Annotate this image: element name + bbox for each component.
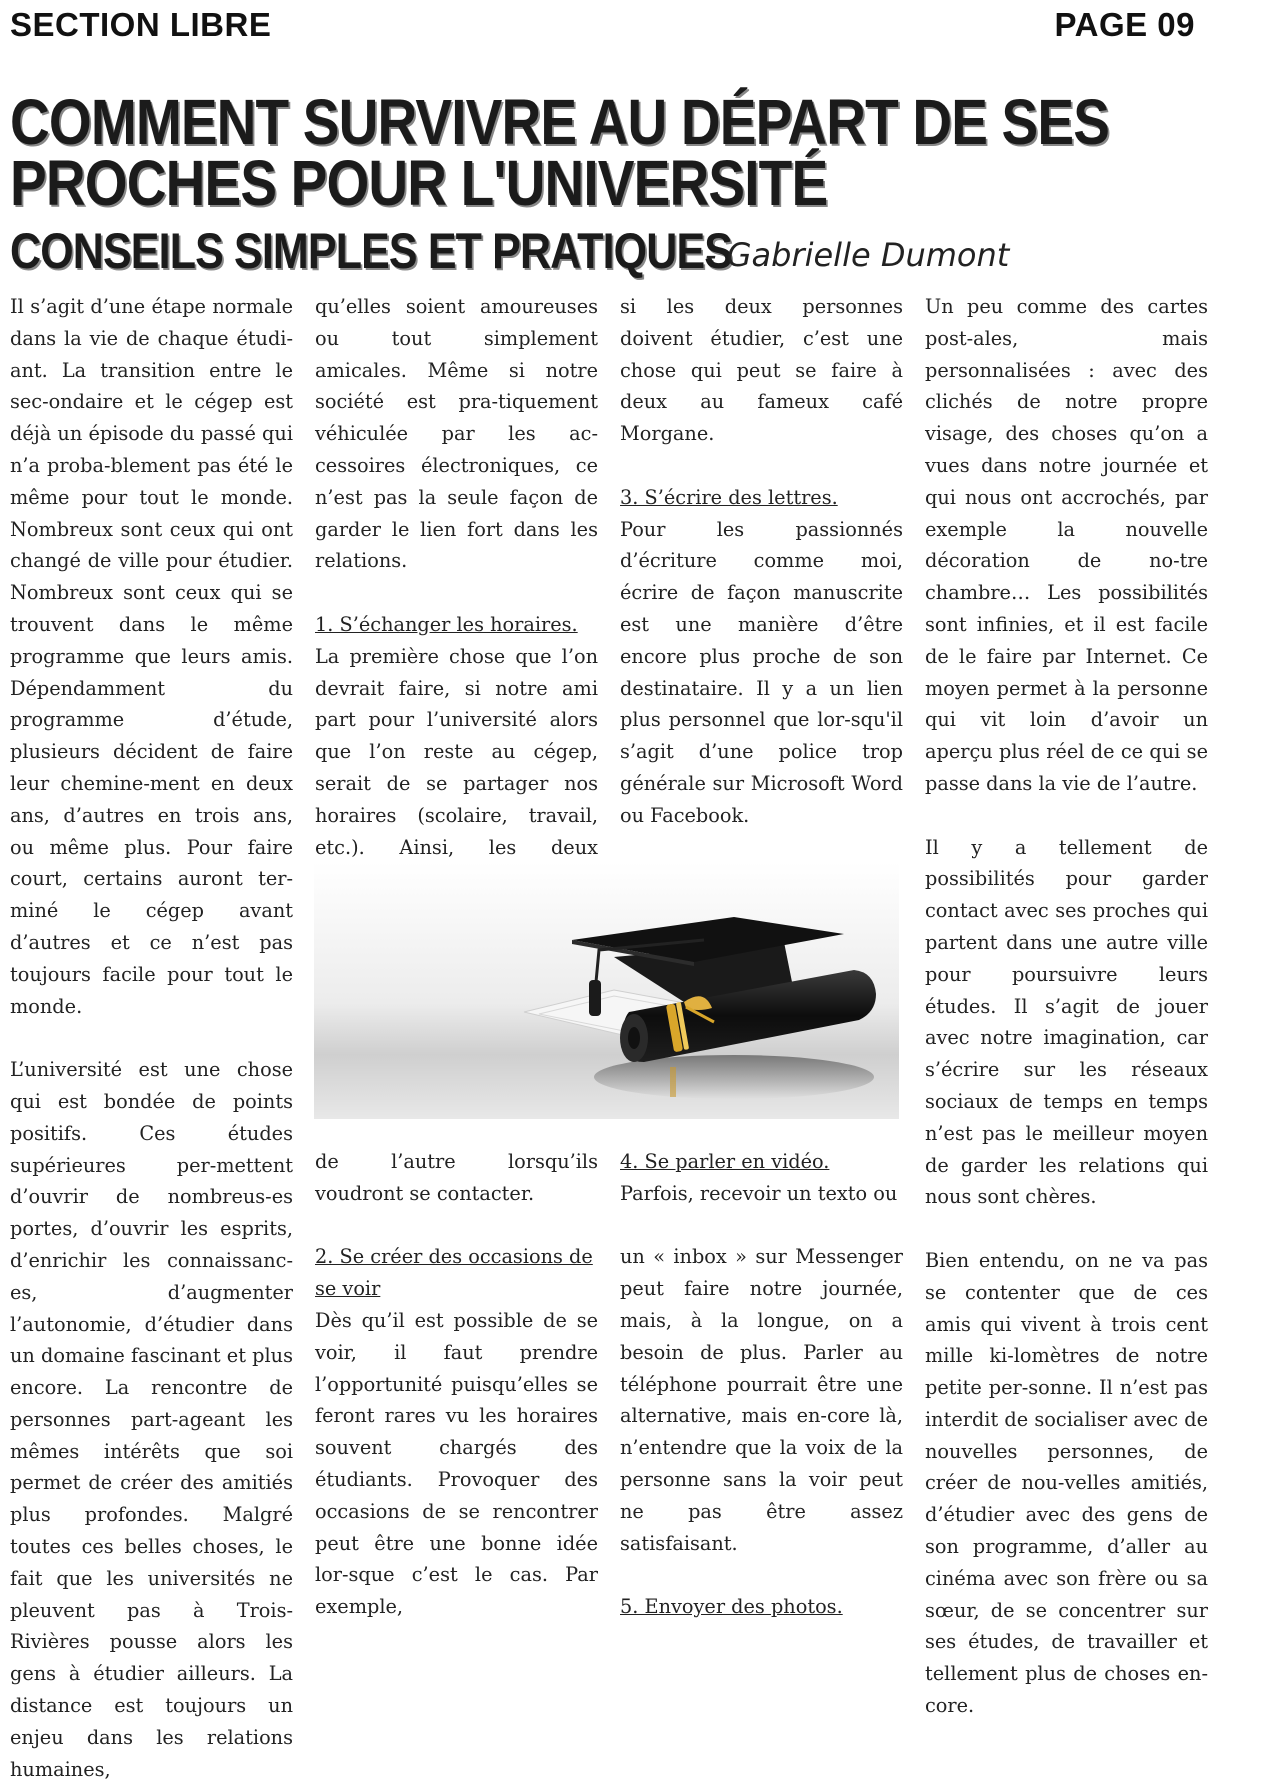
title-line-2: PROCHES POUR L'UNIVERSITÉ [10, 147, 828, 219]
paragraph: Dès qu’il est possible de se voir, il faut prendre l’opportunité puisqu’elles se feront rares vu les horaires souvent chargés des étudiants. Provoquer des occasions de se rencontrer peut être une bonne idée lor-sque c’est le cas. Par exemple, [315, 1308, 598, 1619]
paragraph: Il s’agit d’une étape normale dans la vie de chaque étudi-ant. La transition entre le sec-ondaire et le cégep est déjà un épisode du passé qui n’a proba-blement pas été le même pour tout le monde. Nombreux sont ceux qui ont changé de ville pour étudier. Nombreux sont ceux qui se trouvent dans le même programme que leurs amis. Dépendamment du programme d’étude, plusieurs décident de faire leur chemine-ment en deux ans, d’autres en trois ans, ou même plus. Pour faire court, certains auront ter-miné le cégep avant d’autres et ce n’est pas toujours facile pour tout le monde. [10, 295, 293, 1018]
section-heading: 3. S’écrire des lettres. [620, 485, 838, 509]
paragraph: un « inbox » sur Messenger peut faire notre journée, mais, à la longue, on a besoin de plus. Parler au téléphone pourrait être une alternative, mais en-core là, n’entendre que la voix de la personne sans la voir peut ne pas être assez satisfaisant. [620, 1245, 903, 1555]
article-title [10, 86, 1110, 219]
section-heading: 4. Se parler en vidéo. [620, 1150, 830, 1173]
page-number: PAGE 09 [1054, 6, 1195, 43]
graduation-cap-illustration [314, 862, 899, 1119]
author-byline: - Gabrielle Dumont [705, 236, 1010, 274]
paragraph: La première chose que l’on devrait faire, si notre ami part pour l’université alors que l’on reste au cégep, serait de se partager nos horaires (scolaire, travail, etc.). Ainsi, les deux [315, 644, 598, 859]
column-2-bottom [315, 1146, 598, 1623]
section-heading: 1. S’échanger les horaires. [315, 612, 578, 636]
article-subtitle: CONSEILS SIMPLES ET PRATIQUES [10, 223, 733, 279]
paragraph: Un peu comme des cartes post-ales, mais personnalisées : avec des clichés de notre propre visage, des choses qu’on a vues dans notre journée et qui nous ont accrochés, par exemple la nouvelle décoration de no-tre chambre… Les possibilités sont infinies, et il est facile de le faire par Internet. Ce moyen permet à la personne qui vit loin d’avoir un aperçu plus réel de ce qui se passe dans la vie de l’autre. [925, 295, 1208, 795]
paragraph: Parfois, recevoir un texto ou [620, 1181, 898, 1205]
column-2-top [315, 291, 598, 927]
paragraph: de l’autre lorsqu’ils voudront se contacter. [315, 1150, 598, 1205]
paragraph: qu’elles soient amoureuses ou tout simplement amicales. Même si notre société est pra-tiquement véhiculée par les ac-cessoires électroniques, ce n’est pas la seule façon de garder le lien fort dans les relations. [315, 295, 598, 573]
column-3-top [620, 291, 903, 832]
column-4 [925, 291, 1208, 1722]
paragraph: L’université est une chose qui est bondée de points positifs. Ces études supérieures per-mettent d’ouvrir de nombreus-es portes, d’ouvrir les esprits, d’enrichir les connaissanc-es, d’augmenter l’autonomie, d’étudier dans un domaine fascinant et plus encore. La rencontre de personnes part-ageant les mêmes intérêts que soi permet de créer des amitiés plus profondes. Malgré toutes ces belles choses, le fait que les universités ne pleuvent pas à Trois-Rivières pousse alors les gens à étudier ailleurs. La distance est toujours un enjeu dans les relations humaines, [10, 1058, 293, 1781]
section-heading: 2. Se créer des occasions de se voir [315, 1245, 593, 1301]
paragraph: Bien entendu, on ne va pas se contenter que de ces amis qui vivent à trois cent mille ki-lomètres de notre petite per-sonne. Il n’est pas interdit de socialiser avec de nouvelles personnes, de créer de nou-velles amitiés, d’étudier avec des gens de son programme, d’aller au cinéma avec son frère ou sa sœur, de se concentrer sur ses études, de travailler et tellement plus de choses en-core. [925, 1248, 1208, 1718]
column-1 [10, 291, 293, 1785]
paragraph: Pour les passionnés d’écriture comme moi, écrire de façon manuscrite est une manière d’être encore plus proche de son destinataire. Il y a un lien plus personnel que lor-squ'il s’agit d’une police trop générale sur Microsoft Word ou Facebook. [620, 517, 903, 827]
graduation-cap-photo [314, 862, 899, 1119]
title-line-1: COMMENT SURVIVRE AU DÉPART DE SES [10, 86, 1110, 158]
paragraph: si les deux personnes doivent étudier, c’est une chose qui peut se faire à deux au fameux café Morgane. [620, 295, 903, 446]
section-label: SECTION LIBRE [10, 6, 272, 43]
paragraph: Il y a tellement de possibilités pour garder contact avec ses proches qui partent dans une autre ville pour poursuivre leurs études. Il s’agit de jouer avec notre imagination, car s’écrire sur les réseaux sociaux de temps en temps n’est pas le meilleur moyen de garder les relations qui nous sont chères. [925, 835, 1208, 1209]
column-3-bottom [620, 1146, 903, 1623]
section-heading: 5. Envoyer des photos. [620, 1595, 843, 1619]
